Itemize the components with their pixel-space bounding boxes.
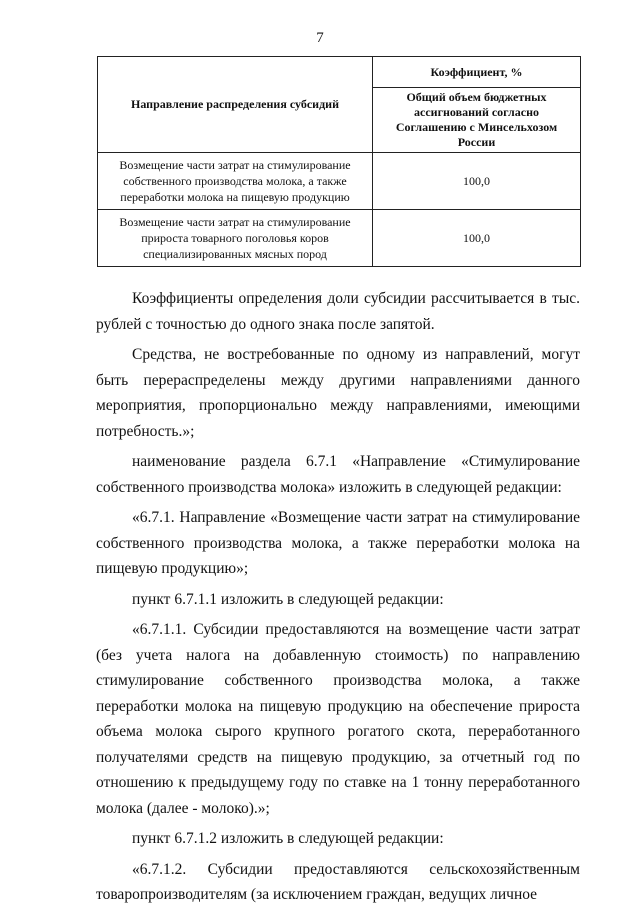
paragraph: «6.7.1.2. Субсидии предоставляются сельскохозяйственным товаропроизводителям (за исключением граждан, ведущих личное [96,860,580,903]
paragraph: пункт 6.7.1.1 изложить в следующей редакции: [132,590,444,608]
header-budget-subcolumn: Общий объем бюджетных ассигнований согласно Соглашению с Минсельхозом России [373,88,581,153]
table-row [98,153,581,210]
paragraph: наименование раздела 6.7.1 «Направление «Стимулирование собственного производства молока» изложить в следующей редакции: [96,453,580,496]
row-direction: Возмещение части затрат на стимулирование собственного производства молока, а также переработки молока на пищевую продукцию [98,153,373,210]
subsidy-coefficient-table [97,56,581,267]
row-direction: Возмещение части затрат на стимулирование прироста товарного поголовья коров специализированных мясных пород [98,210,373,267]
row-value: 100,0 [373,153,581,210]
header-direction: Направление распределения субсидий [98,57,373,153]
paragraph: Коэффициенты определения доли субсидии рассчитывается в тыс. рублей с точностью до одного знака после запятой. [96,290,580,333]
table-row [98,210,581,267]
document-body [96,286,580,913]
header-coefficient: Коэффициент, % [373,57,581,88]
page-number: 7 [316,30,324,46]
paragraph: пункт 6.7.1.2 изложить в следующей редакции: [132,830,444,847]
paragraph: Средства, не востребованные по одному из направлений, могут быть перераспределены между другими направлениями данного мероприятия, пропорционально между направлениями, имеющими потребность.»; [96,346,580,440]
paragraph: «6.7.1. Направление «Возмещение части затрат на стимулирование собственного производства молока, а также переработки молока на пищевую продукцию»; [96,509,580,577]
row-value: 100,0 [373,210,581,267]
paragraph: «6.7.1.1. Субсидии предоставляются на возмещение части затрат (без учета налога на добавленную стоимость) по направлению стимулирование собственного производства молока, а также переработки молока на пищевую продукцию на обеспечение прироста объема молока сырого крупного рогатого скота, переработанного получателями средств на пищевую продукцию, за отчетный год по отношению к предыдущему году по ставке на 1 тонну переработанного молока (далее - молоко).»; [96,621,580,817]
